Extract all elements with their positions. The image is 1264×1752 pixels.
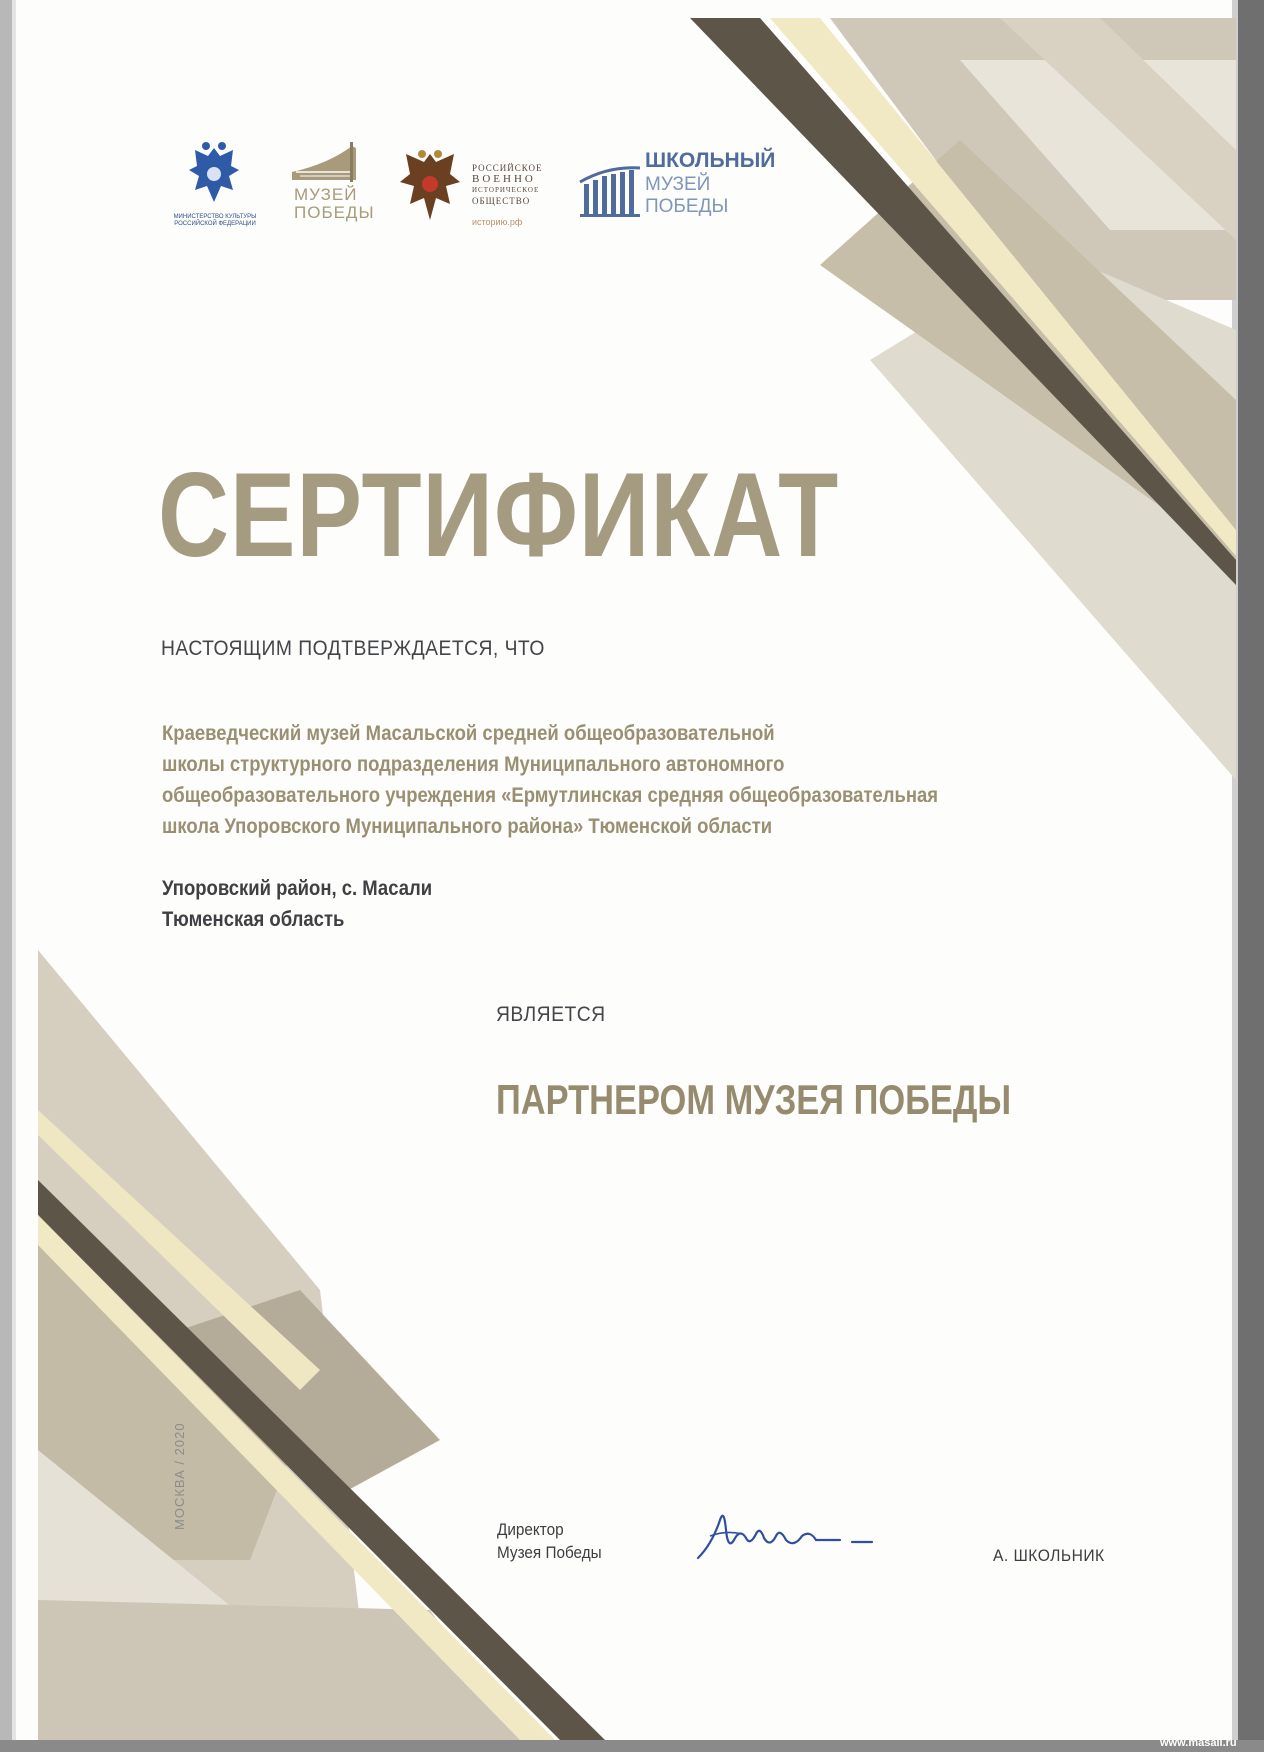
signer-name: А. ШКОЛЬНИК [993,1546,1105,1565]
ministry-caption: МИНИСТЕРСТВО КУЛЬТУРЫ РОССИЙСКОЙ ФЕДЕРАЦИИ [173,214,257,227]
victory-monument-icon [292,142,364,184]
address-line: Тюменская область [162,908,345,931]
site-watermark: www.masali.ru [1160,1737,1237,1749]
double-eagle-emblem-icon [183,140,245,212]
museum-word-2: ПОБЕДЫ [294,203,375,222]
rvio-line-2: ВОЕННО [472,173,536,185]
rvio-line-1: РОССИЙСКОЕ [472,163,543,173]
rvio-line-4: ОБЩЕСТВО [472,196,531,206]
recipient-block [162,718,1042,842]
director-title-line-1: Директор [497,1520,564,1539]
partner-status: ПАРТНЕРОМ МУЗЕЯ ПОБЕДЫ [496,1076,1012,1123]
recipient-line: школы структурного подразделения Муниципального автономного [162,753,785,776]
school-museum-columns-icon [578,162,644,218]
rvio-name [472,163,562,207]
address-block [162,873,432,935]
is-label: ЯВЛЯЕТСЯ [496,1003,606,1026]
signature-icon [690,1500,950,1570]
museum-word-1: МУЗЕЙ [294,185,358,204]
school-word-3: ПОБЕДЫ [645,196,729,217]
rvio-site: историю.рф [472,217,523,227]
place-year: МОСКВА / 2020 [172,1422,187,1530]
director-title-line-2: Музея Победы [497,1543,602,1562]
school-word-2: МУЗЕЙ [645,174,711,195]
rvio-eagle-emblem-icon [396,148,464,224]
recipient-line: школа Упоровского Муниципального района» Тюменской области [162,815,773,838]
rvio-line-3: ИСТОРИЧЕСКОЕ [472,186,540,194]
school-word-1: ШКОЛЬНЫЙ [645,149,776,172]
recipient-line: Краеведческий музей Масальской средней общеобразовательной [162,722,775,745]
director-title [497,1518,602,1564]
certificate-title: СЕРТИФИКАТ [158,448,840,582]
address-line: Упоровский район, с. Масали [162,877,433,900]
recipient-line: общеобразовательного учреждения «Ермутлинская средняя общеобразовательная [162,784,939,807]
intro-text: НАСТОЯЩИМ ПОДТВЕРЖДАЕТСЯ, ЧТО [161,637,545,660]
